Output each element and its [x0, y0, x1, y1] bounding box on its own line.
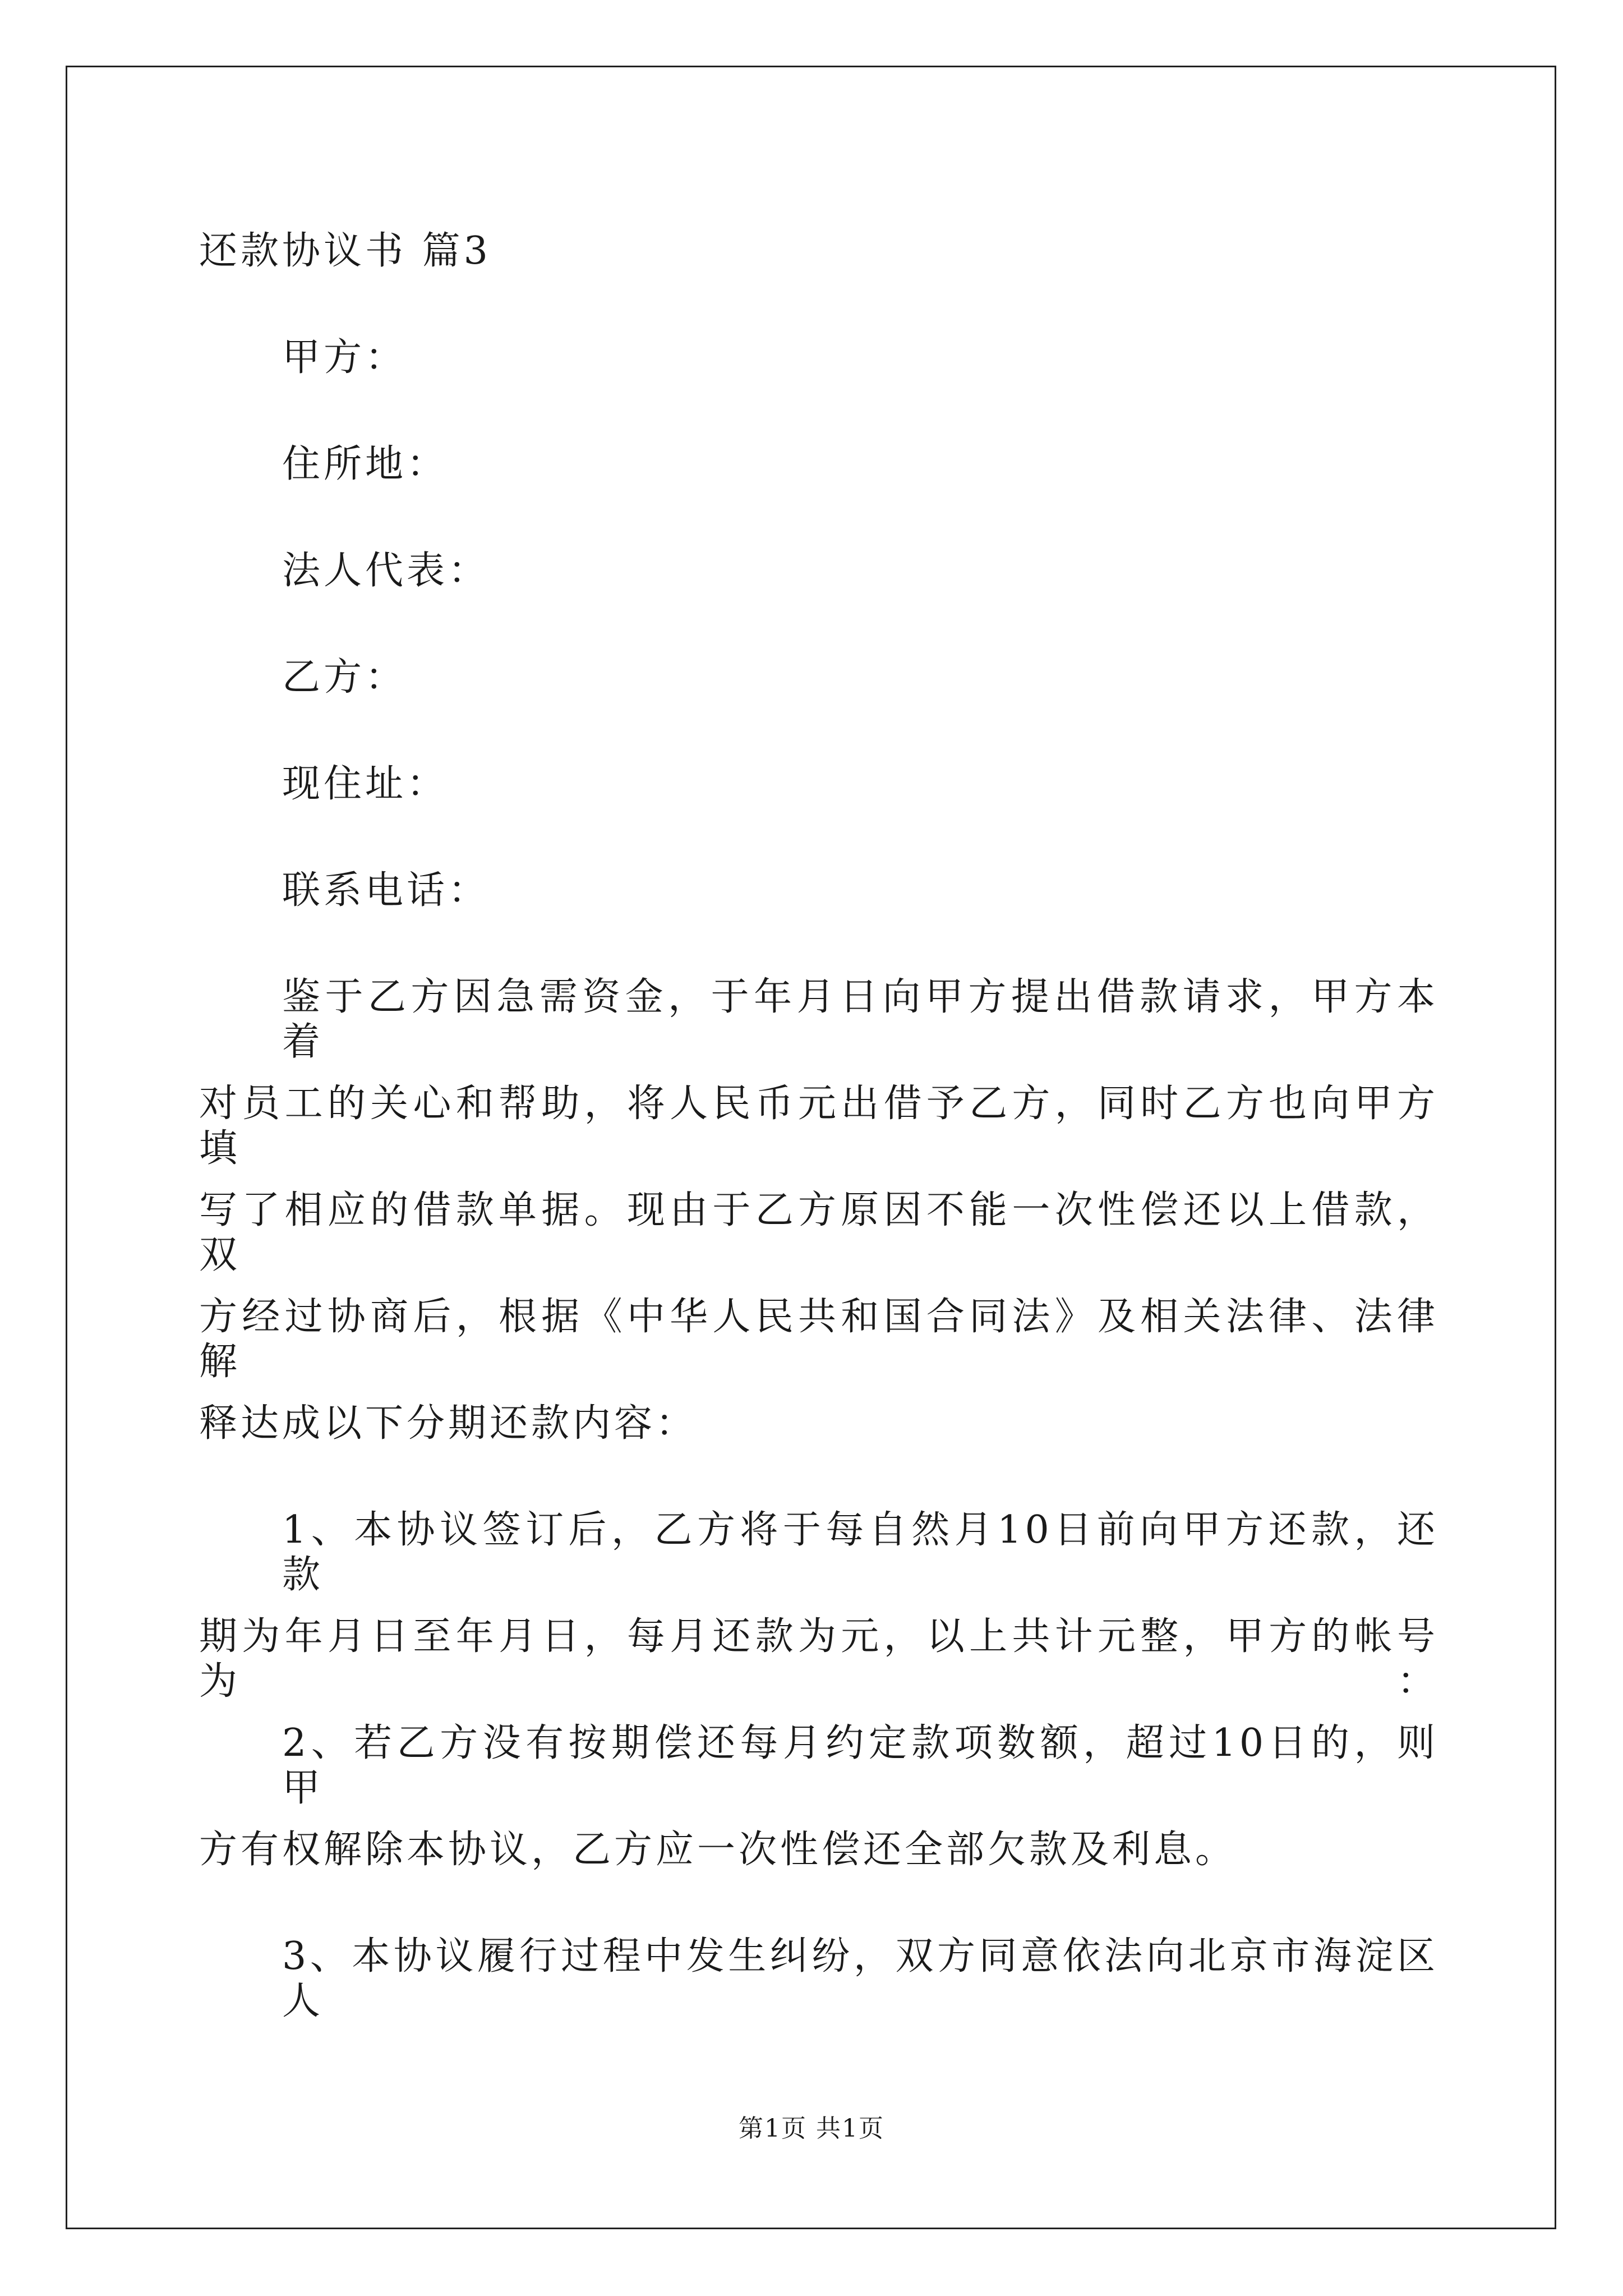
field-phone: 联系电话：	[282, 868, 490, 913]
paragraph-line: 对员工的关心和帮助，将人民币元出借予乙方，同时乙方也向甲方填	[199, 1082, 1438, 1171]
field-legal-representative: 法人代表：	[282, 549, 490, 593]
clause-1-line: 1、本协议签订后，乙方将于每自然月10日前向甲方还款，还款	[282, 1508, 1438, 1597]
field-address: 住所地：	[282, 442, 449, 486]
field-current-address: 现住址：	[282, 762, 449, 806]
field-party-b: 乙方：	[282, 655, 407, 700]
paragraph-line: 鉴于乙方因急需资金，于年月日向甲方提出借款请求，甲方本着	[282, 975, 1438, 1064]
page-number: 第1页 共1页	[739, 2114, 884, 2143]
clause-2-line: 方有权解除本协议，乙方应一次性偿还全部欠款及利息。	[199, 1828, 1237, 1872]
clause-2-line: 2、若乙方没有按期偿还每月约定款项数额，超过10日的，则甲	[282, 1721, 1438, 1810]
clause-3-line: 3、本协议履行过程中发生纠纷，双方同意依法向北京市海淀区人	[282, 1934, 1438, 2023]
paragraph-line: 写了相应的借款单据。现由于乙方原因不能一次性偿还以上借款，双	[199, 1188, 1438, 1277]
paragraph-line: 释达成以下分期还款内容：	[199, 1401, 698, 1446]
paragraph-line: 方经过协商后，根据《中华人民共和国合同法》及相关法律、法律解	[199, 1295, 1438, 1384]
clause-1-line: 期为年月日至年月日，每月还款为元，以上共计元整，甲方的帐号为：	[199, 1614, 1438, 1704]
document-title: 还款协议书 篇3	[199, 229, 491, 273]
field-party-a: 甲方：	[282, 335, 407, 380]
